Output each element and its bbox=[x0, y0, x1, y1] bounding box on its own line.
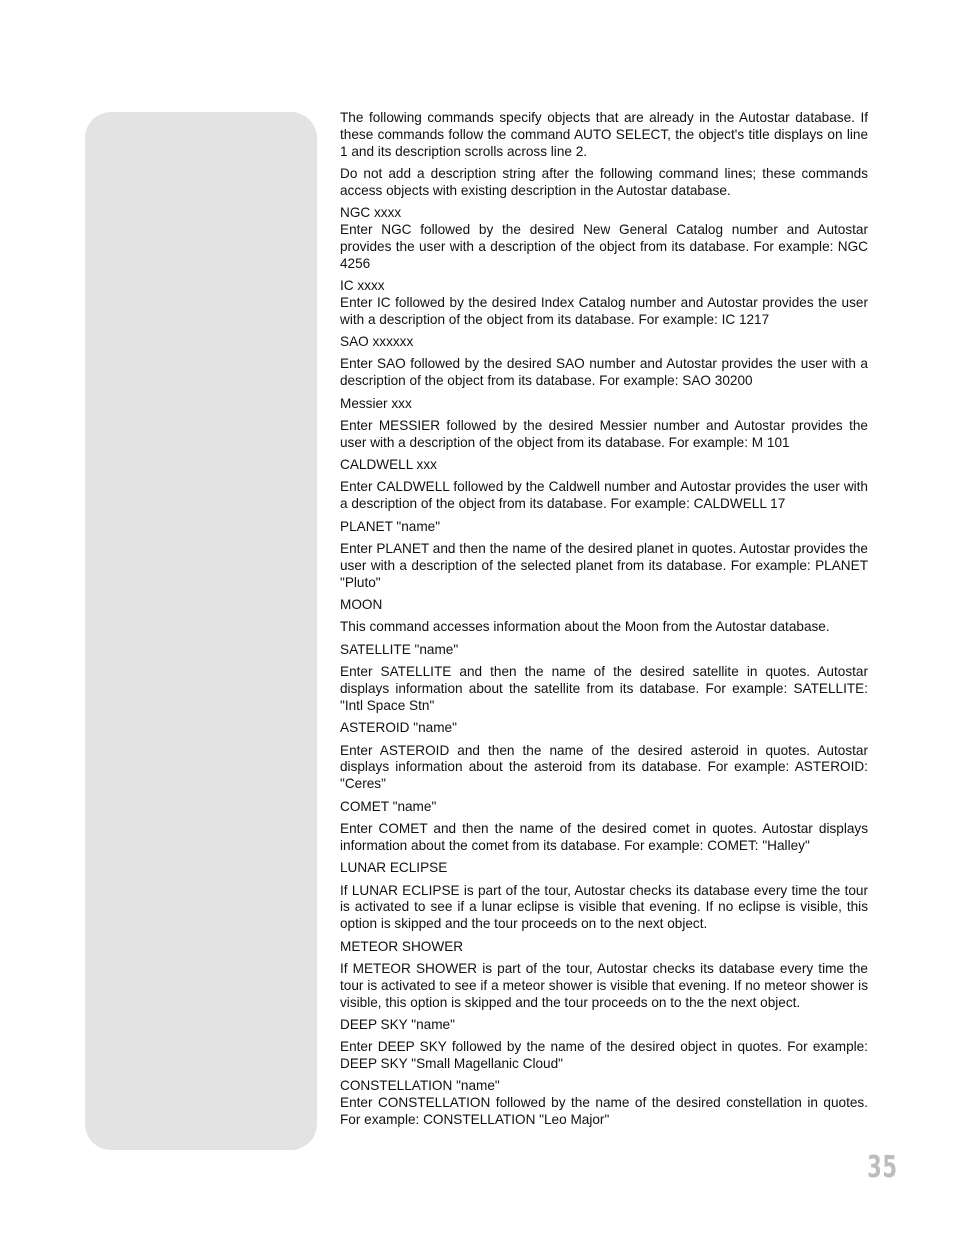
command-description: Enter MESSIER followed by the desired Messier number and Autostar provides the user with a description of the object from its database. For example: M 101 bbox=[340, 417, 868, 450]
command-description: If LUNAR ECLIPSE is part of the tour, Autostar checks its database every time the tour is activated to see if a lunar eclipse is visible that evening. If no eclipse is visible, this option is skipped and the tour proceeds on to the next object. bbox=[340, 882, 868, 932]
command-description: Enter NGC followed by the desired New General Catalog number and Autostar provides the user with a description of the object from its database. For example: NGC 4256 bbox=[340, 221, 868, 271]
command-heading: LUNAR ECLIPSE bbox=[340, 860, 448, 876]
sidebar-panel bbox=[85, 112, 317, 1150]
command-description: Enter COMET and then the name of the desired comet in quotes. Autostar displays information about the comet from its database. For example: COMET: "Halley" bbox=[340, 820, 868, 853]
command-heading: CONSTELLATION "name" bbox=[340, 1078, 500, 1094]
command-description: Enter SATELLITE and then the name of the desired satellite in quotes. Autostar displays information about the satellite from its database. For example: SATELLITE: "Intl Space Stn" bbox=[340, 664, 868, 713]
command-heading: IC xxxx bbox=[340, 277, 385, 293]
intro-paragraph: The following commands specify objects that are already in the Autostar database. If these commands follow the command AUTO SELECT, the object's title displays on line 1 and its description scrolls across line 2. bbox=[340, 110, 868, 159]
command-description: Enter ASTEROID and then the name of the desired asteroid in quotes. Autostar displays information about the asteroid from its database. For example: ASTEROID: "Ceres" bbox=[340, 742, 868, 792]
command-description: This command accesses information about the Moon from the Autostar database. bbox=[340, 619, 830, 635]
command-description: Enter CALDWELL followed by the Caldwell number and Autostar provides the user with a description of the object from its database. For example: CALDWELL 17 bbox=[340, 479, 868, 512]
command-description: Enter IC followed by the desired Index Catalog number and Autostar provides the user with a description of the object from its database. For example: IC 1217 bbox=[340, 294, 868, 327]
command-heading: NGC xxxx bbox=[340, 205, 402, 221]
page-number: 35 bbox=[867, 1150, 898, 1185]
command-heading: Messier xxx bbox=[340, 395, 412, 411]
command-heading: MOON bbox=[340, 597, 383, 613]
command-heading: PLANET "name" bbox=[340, 518, 441, 534]
command-heading: METEOR SHOWER bbox=[340, 938, 464, 954]
command-heading: COMET "name" bbox=[340, 798, 437, 814]
command-description: Enter DEEP SKY followed by the name of the desired object in quotes. For example: DEEP SKY "Small Magellanic Cloud" bbox=[340, 1039, 868, 1072]
command-description: If METEOR SHOWER is part of the tour, Autostar checks its database every time the tour is activated to see if a meteor shower is visible that evening. If no meteor shower is visible, this option is skipped and the tour proceeds on to the the next object. bbox=[340, 960, 868, 1010]
command-heading: ASTEROID "name" bbox=[340, 720, 457, 736]
command-description: Enter PLANET and then the name of the desired planet in quotes. Autostar provides the user with a description of the selected planet from its database. For example: PLANET "Pluto" bbox=[340, 541, 868, 590]
command-heading: SAO xxxxxx bbox=[340, 333, 414, 349]
main-content bbox=[340, 110, 868, 1134]
intro-paragraph: Do not add a description string after the following command lines; these commands access objects with existing description in the Autostar database. bbox=[340, 165, 868, 198]
command-heading: SATELLITE "name" bbox=[340, 641, 459, 657]
command-heading: DEEP SKY "name" bbox=[340, 1016, 455, 1032]
command-description: Enter CONSTELLATION followed by the name of the desired constellation in quotes. For example: CONSTELLATION "Leo Major" bbox=[340, 1095, 868, 1128]
command-heading: CALDWELL xxx bbox=[340, 457, 437, 473]
command-description: Enter SAO followed by the desired SAO number and Autostar provides the user with a description of the object from its database. For example: SAO 30200 bbox=[340, 356, 868, 389]
